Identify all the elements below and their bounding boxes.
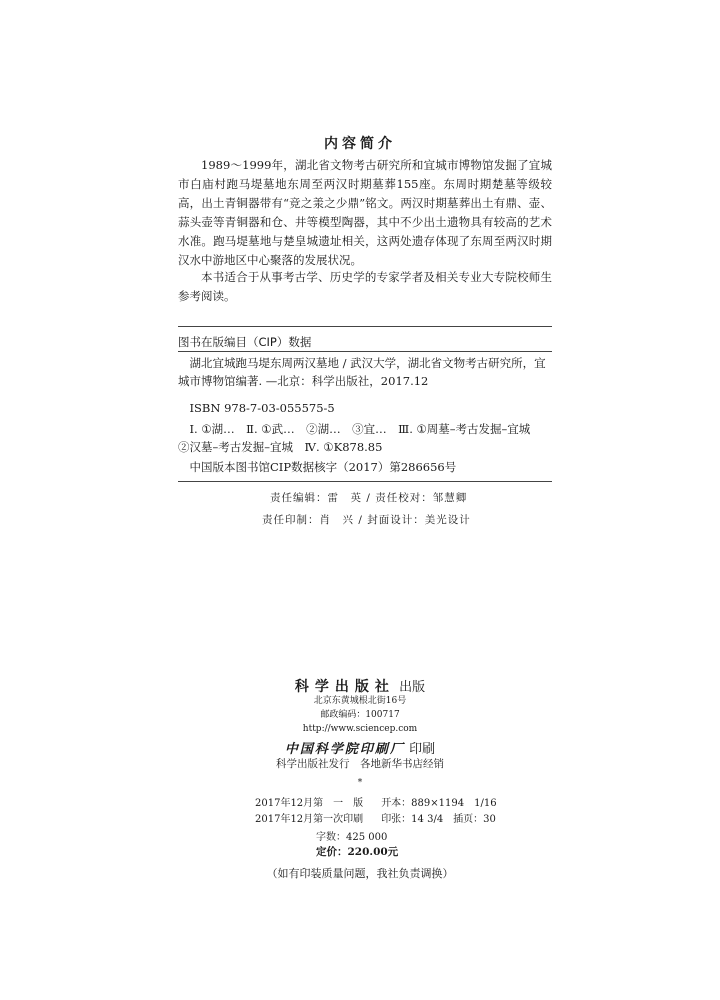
cip-isbn: ISBN 978-7-03-055575-5 [189,401,335,415]
cip-subjects: Ⅰ. ①湖… Ⅱ. ①武… ②湖… ③宜… Ⅲ. ①周墓–考古发掘–宜城 ②汉墓–考古发掘–宜城 Ⅳ. ①K878.85 [178,422,542,454]
divider-cip [178,351,552,352]
publisher-role: 出版 [399,680,426,695]
printing: 2017年12月第一次印刷 [255,814,364,825]
publisher-url: http://www.sciencep.com [302,724,418,734]
publisher-line [0,676,720,696]
word-count: 字数：425 000 [316,832,388,843]
divider-top [178,326,552,327]
cip-heading: 图书在版编目（CIP）数据 [178,335,312,349]
credits-editors: 责任编辑：雷 英 / 责任校对：邹慧卿 [270,492,468,504]
quality-notice: （如有印装质量问题，我社负责调换） [266,867,454,880]
edition: 2017年12月第 一 版 [255,798,364,809]
divider-bottom [178,481,552,482]
cip-record: 湖北宜城跑马堤东周两汉墓地 / 武汉大学，湖北省文物考古研究所，宜城市博物馆编著. —北京：科学出版社，2017.12 [178,356,546,388]
printer-name: 中国科学院印刷厂 [284,742,405,757]
publisher-postcode: 邮政编码：100717 [320,710,400,720]
spec-row-2 [255,812,496,828]
format: 开本：889×1194 1/16 [381,798,497,809]
summary-title: 内容简介 [324,136,396,152]
printer-role: 印刷 [409,742,436,757]
distribution: 科学出版社发行 各地新华书店经销 [276,758,444,770]
separator: * [357,778,363,788]
spec-row-1 [255,796,497,812]
sheets: 印张：14 3/4 插页：30 [381,814,496,825]
credits-production: 责任印制：肖 兴 / 封面设计：美光设计 [262,514,471,526]
publisher-address: 北京东黄城根北街16号 [313,696,407,706]
price: 定价：220.00元 [316,846,399,858]
summary-paragraph-1: 1989～1999年，湖北省文物考古研究所和宜城市博物馆发掘了宜城市白庙村跑马堤墓地东周至两汉时期墓葬155座。东周时期楚墓等级较高，出土青铜器带有“竞之羕之少鼎”铭文。两汉时期墓葬出土有鼎、壶、蒜头壶等青铜器和仓、井等模型陶器，其中不少出土遗物具有较高的艺术水准。跑马堤墓地与楚皇城遗址相关，这两处遗存体现了东周至两汉时期汉水中游地区中心聚落的发展状况。 [178,158,552,267]
publisher-name: 科学出版社 [294,679,395,695]
cip-verify: 中国版本图书馆CIP数据核字（2017）第286656号 [189,460,457,474]
printer-line [0,738,720,757]
summary-paragraph-2: 本书适合于从事考古学、历史学的专家学者及相关专业大专院校师生参考阅读。 [178,270,552,303]
